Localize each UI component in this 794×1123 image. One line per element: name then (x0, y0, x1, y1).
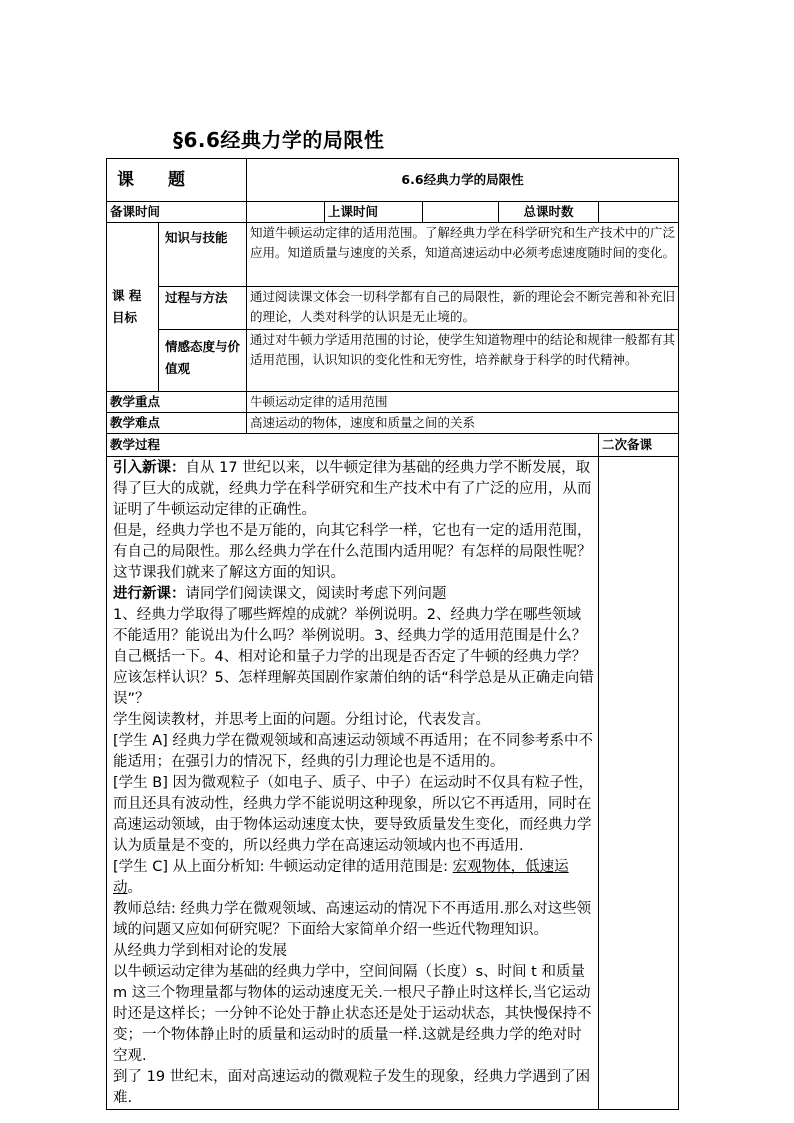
prep-time-value (247, 202, 325, 223)
intro-paragraph (113, 458, 594, 521)
goal-process-text: 通过阅读课文体会一切科学都有自己的局限性，新的理论会不断完善和补充旧的理论，人类对科学的认识是无止境的。 (247, 287, 679, 330)
process-content (107, 457, 599, 1110)
topic-label: 课 题 (107, 159, 247, 202)
total-hours-value (599, 202, 679, 223)
difficulty-row (107, 413, 679, 434)
goal-process-label: 过程与方法 (159, 287, 247, 330)
student-b-answer: [学生 B] 因为微观粒子（如电子、质子、中子）在运动时不仅具有粒子性，而且还具有波动性，经典力学不能说明这种现象，所以它不再适用，同时在高速运动领域，由于物体运动速度太快，要导致质量发生变化，而经典力学认为质量是不变的，所以经典力学在高速运动领域内也不再适用. (113, 775, 593, 854)
time-row (107, 202, 679, 223)
page-title: §6.6经典力学的局限性 (173, 128, 385, 152)
lesson-plan-table (106, 158, 679, 1110)
difficulty-label: 教学难点 (107, 413, 247, 434)
closing-paragraph: 到了 19 世纪末，面对高速运动的微观粒子发生的现象，经典力学遇到了困难. (113, 1069, 591, 1106)
topic-value: 6.6经典力学的局限性 (247, 159, 679, 202)
questions-paragraph: 1、经典力学取得了哪些辉煌的成就？举例说明。2、经典力学在哪些领域不能适用？能说出为什么吗？举例说明。3、经典力学的适用范围是什么？自己概括一下。4、相对论和量子力学的出现是否否定了牛顿的经典力学？应该怎样认识？5、怎样理解英国剧作家萧伯纳的话“科学总是从正确走向错误”？ (113, 607, 594, 707)
topic-row (107, 159, 679, 202)
new-lesson-paragraph (113, 584, 594, 605)
second-prep-content (599, 457, 679, 1110)
total-hours-label: 总课时数 (499, 202, 599, 223)
key-point-row (107, 392, 679, 413)
goal-attitude-text: 通过对牛顿力学适用范围的讨论，使学生知道物理中的结论和规律一般都有其适用范围，认识知识的变化性和无穷性，培养献身于科学的时代精神。 (247, 330, 679, 392)
goals-label: 课 程 目标 (107, 223, 159, 392)
absolute-spacetime-paragraph: 以牛顿运动定律为基础的经典力学中，空间间隔（长度）s、时间 t 和质量 m 这三个物理量都与物体的运动速度无关.一根尺子静止时这样长,当它运动时还是这样长；一分钟不论处于静止状态还是处于运动状态，其快慢保持不变；一个物体静止时的质量和运动时的质量一样.这就是经典力学的绝对时空观. (113, 964, 592, 1064)
student-c-suffix: 。 (127, 880, 142, 896)
student-a-answer: [学生 A] 经典力学在微观领域和高速运动领域不再适用；在不同参考系中不能适用；在强引力的情况下，经典的引力理论也是不适用的。 (113, 733, 593, 770)
process-header-row (107, 434, 679, 457)
difficulty-text: 高速运动的物体，速度和质量之间的关系 (247, 413, 679, 434)
new-lesson-label: 进行新课： (113, 586, 186, 602)
paragraph-limits: 但是，经典力学也不是万能的，向其它科学一样，它也有一定的适用范围，有自己的局限性。那么经典力学在什么范围内适用呢？有怎样的局限性呢？这节课我们就来了解这方面的知识。 (113, 523, 592, 581)
class-time-label: 上课时间 (325, 202, 423, 223)
student-c-answer (113, 857, 594, 899)
goal-attitude-label: 情感态度与价值观 (159, 330, 247, 392)
goal-row-knowledge (107, 223, 679, 287)
goal-row-process (107, 287, 679, 330)
intro-label: 引入新课： (113, 460, 186, 476)
student-c-underlined: 宏观物体，低速运动 (113, 859, 569, 896)
new-lesson-text: 请同学们阅读课文，阅读时考虑下列问题 (185, 586, 447, 602)
student-c-prefix: [学生 C] 从上面分析知: 牛顿运动定律的适用范围是: (113, 859, 453, 875)
goal-knowledge-label: 知识与技能 (159, 223, 247, 287)
key-point-text: 牛顿运动定律的适用范围 (247, 392, 679, 413)
goal-knowledge-text: 知道牛顿运动定律的适用范围。了解经典力学在科学研究和生产技术中的广泛应用。知道质量与速度的关系，知道高速运动中必须考虑速度随时间的变化。 (247, 223, 679, 287)
teacher-summary: 教师总结: 经典力学在微观领域、高速运动的情况下不再适用.那么对这些领域的问题又应如何研究呢？下面给大家简单介绍一些近代物理知识。 (113, 901, 592, 938)
sub-heading: 从经典力学到相对论的发展 (113, 943, 287, 959)
second-prep-label: 二次备课 (599, 434, 679, 457)
class-time-value (423, 202, 499, 223)
process-label: 教学过程 (107, 434, 599, 457)
key-point-label: 教学重点 (107, 392, 247, 413)
prep-time-label: 备课时间 (107, 202, 247, 223)
intro-text: 自从 17 世纪以来，以牛顿定律为基础的经典力学不断发展，取得了巨大的成就，经典力学在科学研究和生产技术中有了广泛的应用，从而证明了牛顿运动定律的正确性。 (113, 460, 592, 518)
goal-row-attitude (107, 330, 679, 392)
process-body-row (107, 457, 679, 1110)
student-activity: 学生阅读教材，并思考上面的问题。分组讨论，代表发言。 (113, 712, 490, 728)
